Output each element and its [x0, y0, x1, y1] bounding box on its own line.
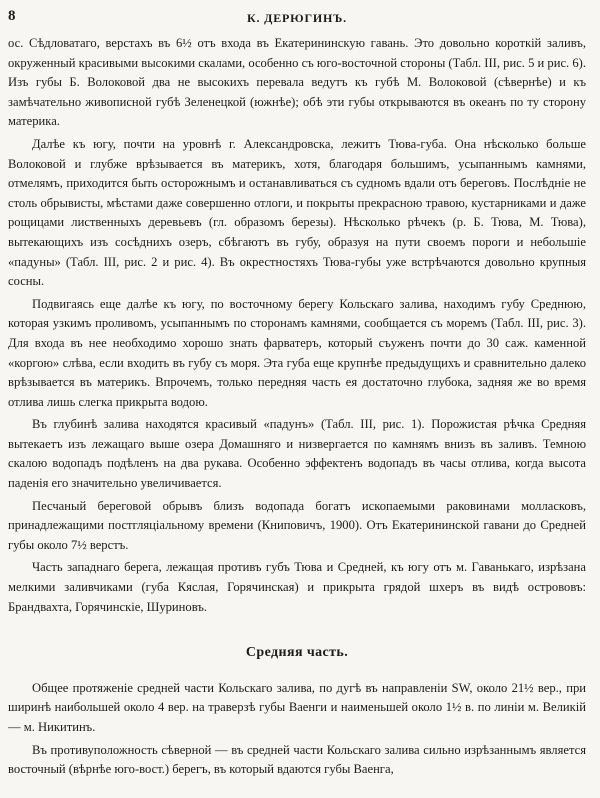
page-header: [8, 6, 586, 34]
running-head: К. ДЕРЮГИНЪ.: [247, 11, 347, 25]
paragraph: Въ глубинѣ залива находятся красивый «падунъ» (Табл. III, рис. 1). Порожистая рѣчка Средняя вытекаетъ изъ лежащаго выше озера Домашняго и низвергается по камнямъ внизъ въ заливъ. Темною скалою водопадъ подѣленъ на два рукава. Особенно эффектенъ водопадъ въ часы отлива, когда высота паденія его значительно увеличивается.: [8, 417, 586, 491]
paragraph: Подвигаясь еще далѣе къ югу, по восточному берегу Кольскаго залива, находимъ губу Среднюю, которая узкимъ проливомъ, усыпаннымъ по сторонамъ камнями, сообщается съ моремъ (Табл. III, рис. 3). Для входа въ нее необходимо хорошо знать фарватеръ, который съуженъ почти до 30 саж. каменной «коргою» слѣва, если входить въ губу съ моря. Эта губа еще крупнѣе предыдущихъ и сравнительно далеко врѣзывается въ материкъ. Впрочемъ, только передняя часть ея достаточно глубока, задняя же во время отлива лишь слегка прикрыта водою.: [8, 296, 586, 409]
page-number: 8: [8, 8, 16, 24]
paragraph: Далѣе къ югу, почти на уровнѣ г. Александровска, лежитъ Тюва-губа. Она нѣсколько больше Волоковой и глубже врѣзывается въ материкъ, хотя, благодаря большимъ, усыпаннымъ камнями, отмелямъ, приходится быть осторожнымъ и останавливаться съ судномъ вдали отъ береговъ. Послѣдніе не столь обрывисты, мѣстами даже совершенно отлоги, и покрыты прекрасною травою, кустарниками и даже рощицами лиственныхъ деревьевъ (гл. образомъ березы). Нѣсколько рѣчекъ (р. Б. Тюва, М. Тюва), вытекающихъ изъ сосѣднихъ озеръ, сбѣгаютъ въ губу, образуя на пути своемъ пороги и небольшіе «падуны» (Табл. III, рис. 2 и рис. 4). Въ окрестностяхъ Тюва-губы уже встрѣчаются довольно крупныя сосны.: [8, 136, 586, 289]
paragraph: Въ противуположность сѣверной — въ средней части Кольскаго залива сильно изрѣзаннымъ является восточный (вѣрнѣе юго-вост.) берегъ, въ который вдаются губы Ваенга,: [8, 742, 586, 777]
body-text: [8, 34, 586, 780]
paragraph: ос. Сѣдловатаго, верстахъ въ 6½ отъ входа въ Екатерининскую гавань. Это довольно короткій заливъ, окруженный красивыми высокими скалами, особенно съ юго-восточной стороны (Табл. III, рис. 5 и рис. 6). Изъ губы Б. Волоковой два не высокихъ перевала ведутъ къ губѣ М. Волоковой (сѣвернѣе) и къ замѣчательно живописной губѣ Зеленецкой (южнѣе); обѣ эти губы открываются въ океанъ по ту сторону материка.: [8, 36, 586, 129]
paragraph: Часть западнаго берега, лежащая противъ губъ Тюва и Средней, къ югу отъ м. Гаванькаго, изрѣзана мелкими заливчиками (губа Кяслая, Горячинская) и прикрыта грядой шхеръ въ видѣ острововъ: Брандвахта, Горячинскіе, Шуриновъ.: [8, 560, 586, 614]
paragraph: Общее протяженіе средней части Кольскаго залива, по дугѣ въ направленіи SW, около 21½ вер., при ширинѣ наибольшей около 4 вер. на траверзѣ губы Ваенги и наименьшей около 1½ в. по линіи м. Великій — м. Никитинъ.: [8, 680, 586, 734]
section-spacer: [8, 617, 586, 643]
paragraph: Песчаный береговой обрывъ близъ водопада богатъ ископаемыми раковинами молласковъ, принадлежащими постгляціальному времени (Книповичъ, 1900). Отъ Екатерининской гавани до Средней губы около 7½ верстъ.: [8, 498, 586, 552]
section-title: Средняя часть.: [245, 645, 349, 661]
